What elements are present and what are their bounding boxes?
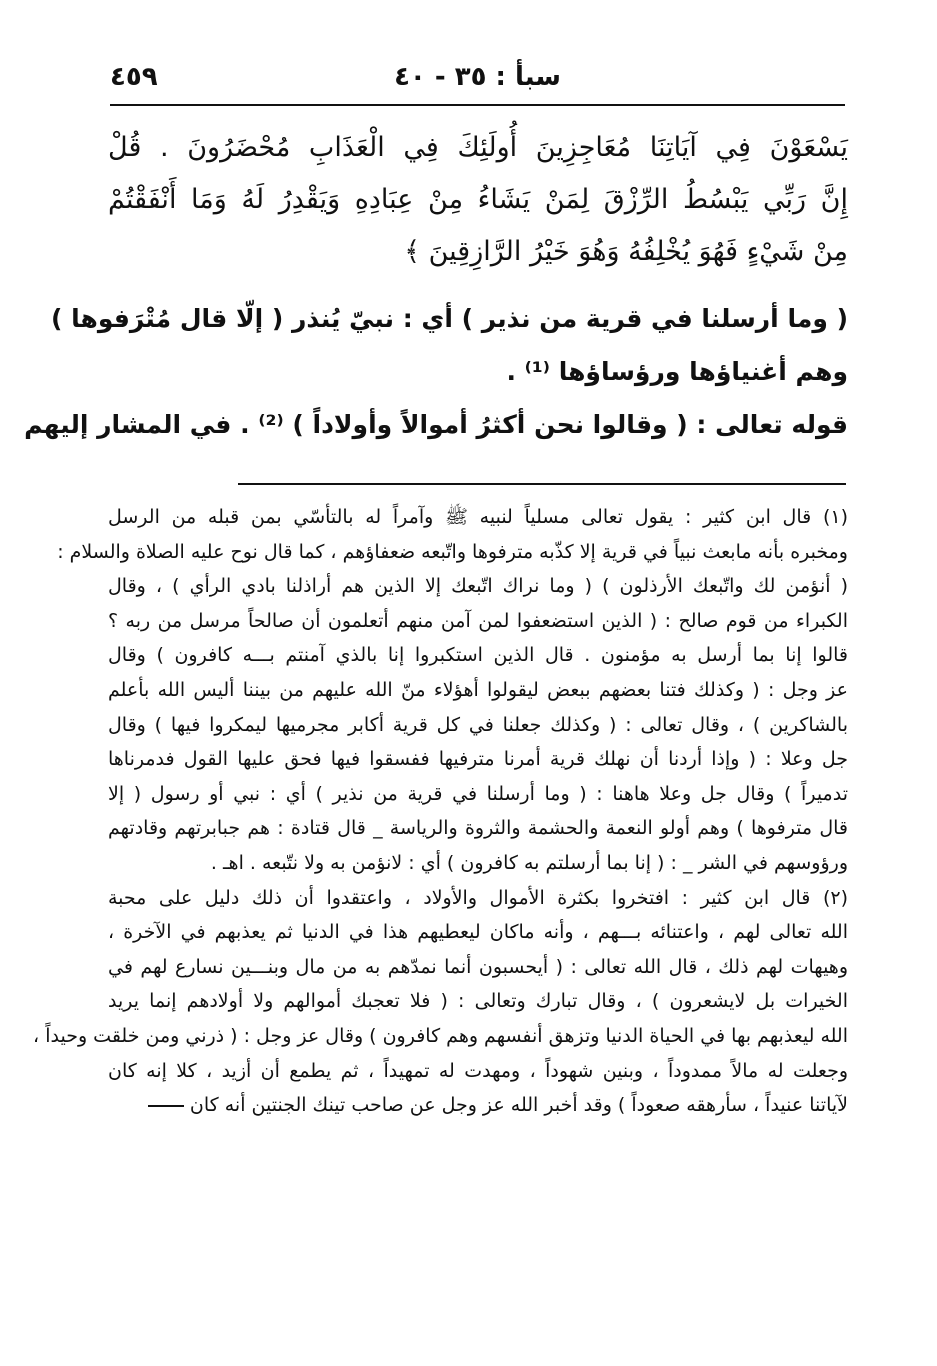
footnotes-block: [33, 500, 848, 1123]
footnote-line-text: لآياتنا عنيداً ، سأرهقه صعوداً ) وقد أخبر الله عز وجل عن صاحب تينك الجنتين أنه كان: [189, 1094, 848, 1117]
footnote-line: (١) قال ابن كثير : يقول تعالى مسلياً لنبيه ﷺ وآمراً له بالتأسّي بمن قبله من الرسل: [108, 506, 848, 528]
footnote-line: (٢) قال ابن كثير : افتخروا بكثرة الأموال والأولاد ، واعتقدوا أن ذلك دليل على محبة: [108, 886, 848, 909]
quran-verse-block: [108, 122, 848, 278]
footnote-line: تدميراً ) وقال جل وعلا هاهنا : ( وما أرسلنا في قرية من نذير ) أي : نبي أو رسول ( إلا: [108, 782, 848, 805]
verse-line: إِنَّ رَبِّي يَبْسُطُ الرِّزْقَ لِمَنْ يَشَاءُ مِنْ عِبَادِهِ وَيَقْدِرُ لَهُ وَمَا أَنْفَقْتُمْ: [108, 184, 848, 215]
footnote-line: عز وجل : ( وكذلك فتنا بعضهم ببعض ليقولوا أهؤلاء منّ الله عليهم من بيننا أليس الله بأعلم: [108, 678, 848, 701]
footnote-line: قال مترفوها ) وهم أولو النعمة والحشمة والثروة والرياسة _ قال قتادة : هم جبابرتهم وقادتهم: [108, 817, 848, 840]
header-rule: [110, 104, 845, 106]
commentary-block: [24, 292, 848, 451]
footnote-line: ورؤوسهم في الشر _ : ( إنا بما أرسلتم به كافرون ) أي : لانؤمن به ولا نتّبعه . اهـ .: [210, 851, 848, 874]
footnote-line: الكبراء من قوم صالح : ( الذين استضعفوا لمن آمن منهم أتعلمون أن صالحاً مرسل من ربه ؟: [108, 609, 848, 632]
footnote-line-last: [108, 1088, 848, 1123]
verse-line: يَسْعَوْنَ فِي آيَاتِنَا مُعَاجِزِينَ أُولَئِكَ فِي الْعَذَابِ مُحْضَرُونَ . قُلْ: [108, 132, 848, 163]
continuation-dash: [148, 1105, 184, 1107]
surah-verse-range: سبأ : ٣٥ - ٤٠: [394, 62, 561, 92]
footnote-line: الخيرات بل لايشعرون ) ، وقال تبارك وتعالى : ( فلا تعجبك أموالهم ولا أولادهم إنما يريد: [108, 990, 848, 1013]
footnote-line: وجعلت له مالاً ممدوداً ، وبنين شهوداً ، ومهدت له تمهيداً ، ثم يطمع أن أزيد ، كلا إنه كان: [108, 1059, 848, 1082]
footnote-line: جل وعلا : ( وإذا أردنا أن نهلك قرية أمرنا مترفيها ففسقوا فيها فحق عليها القول فدمرناها: [108, 748, 848, 771]
footnote-line: الله ليعذبهم بها في الحياة الدنيا وتزهق أنفسهم وهم كافرون ) وقال عز وجل : ( ذرني ومن خلقت وحيداً ،: [33, 1024, 848, 1047]
footnote-separator: [238, 483, 846, 485]
page-number: ٤٥٩: [110, 62, 158, 92]
footnote-line: وهيهات لهم ذلك ، قال الله تعالى : ( أيحسبون أنما نمدّهم به من مال وبنـــين نسارع لهم في: [108, 955, 848, 978]
verse-line: مِنْ شَيْءٍ فَهُوَ يُخْلِفُهُ وَهُوَ خَيْرُ الرَّازِقِينَ ﴾: [404, 236, 848, 267]
footnote-line: بالشاكرين ) ، وقال تعالى : ( وكذلك جعلنا في كل قرية أكابر مجرميها ليمكروا فيها ) وقال: [108, 713, 848, 736]
footnote-line: الله تعالى لهم ، واعتنائه بـــهم ، وأنه ماكان ليعطيهم هذا في الدنيا ثم يعذبهم في الآخرة ،: [108, 921, 848, 944]
footnote-line: ( أنؤمن لك واتّبعك الأرذلون ) ( وما نراك اتّبعك إلا الذين هم أراذلنا بادي الرأي ) ، وقال: [108, 575, 848, 598]
commentary-line: وهم أغنياؤها ورؤساؤها ⁽¹⁾ .: [506, 357, 848, 386]
footnote-line: ومخبره بأنه مابعث نبياً في قرية إلا كذّبه مترفوها واتّبعه ضعفاؤهم ، كما قال نوح عليه الصلاة والسلام :: [57, 540, 848, 563]
commentary-line: ( وما أرسلنا في قرية من نذير ) أي : نبيّ يُنذر ( إلّا قال مُتْرَفوها ): [50, 304, 848, 333]
commentary-line: قوله تعالى : ( وقالوا نحن أكثرُ أموالاً وأولاداً ) ⁽²⁾ . في المشار إليهم: [24, 410, 848, 439]
page-header: [110, 62, 845, 102]
footnote-line: قالوا إنا بما أرسل به مؤمنون . قال الذين استكبروا إنا بالذي آمنتم بـــه كافرون ) وقال: [108, 644, 848, 667]
